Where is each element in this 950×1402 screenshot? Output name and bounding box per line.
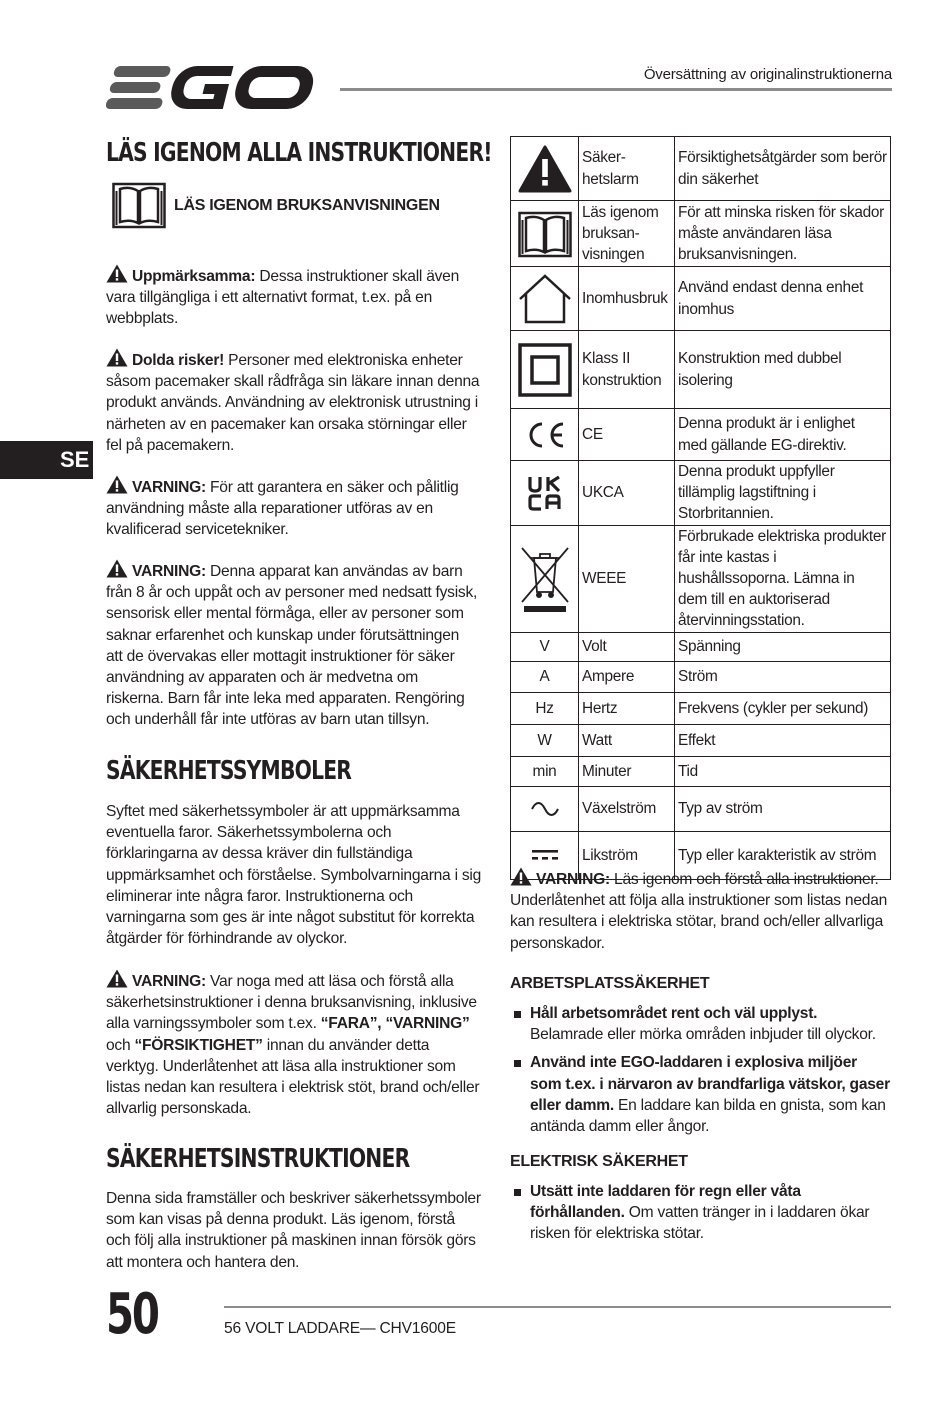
symbol-name: UKCA <box>579 461 675 526</box>
symbol-text: V <box>511 632 579 661</box>
paragraph-warning-read <box>106 969 482 1119</box>
warning-read-lead: VARNING: <box>132 973 206 990</box>
symbol-meaning: Typ eller karakteristik av ström <box>675 831 891 879</box>
symbol-cell <box>511 137 579 201</box>
warning-icon <box>106 969 128 988</box>
symbol-name: Hertz <box>579 692 675 724</box>
page-number: 50 <box>106 1282 158 1347</box>
symbol-name: Volt <box>579 632 675 661</box>
symbol-name: Inomhusbruk <box>579 267 675 331</box>
symbol-meaning: Typ av ström <box>675 786 891 831</box>
symbol-name: Watt <box>579 724 675 756</box>
symbol-name: WEEE <box>579 525 675 632</box>
table-row <box>511 137 891 201</box>
hidden-risks-lead: Dolda risker! <box>132 352 225 369</box>
table-row <box>511 632 891 661</box>
attention-body: Dessa instruktioner skall även vara tillgängliga i ett alternativt format, t.ex. på en webbplats. <box>106 268 460 328</box>
heading-safety-symbols: SÄKERHETSSYMBOLER <box>106 756 352 786</box>
symbol-meaning: Förbrukade elektriska produkter får inte kastas i hushållssoporna. Lämna in dem till en auktoriserad återvinningsstation. <box>675 525 891 632</box>
list-item <box>510 1181 890 1245</box>
list-item-bold: Utsätt inte laddaren för regn eller våta förhållanden. <box>530 1183 801 1222</box>
ce-mark-icon <box>523 421 567 449</box>
book-icon <box>112 181 166 229</box>
symbol-text: W <box>511 724 579 756</box>
symbol-cell <box>511 461 579 526</box>
paragraph-instructions: Denna sida framställer och beskriver säkerhetssymboler som kan visas på denna produkt. Läs igenom, förstå och följ alla instruktioner på maskinen innan försök görs att montera och hantera den. <box>106 1190 481 1271</box>
footer-product: 56 VOLT LADDARE— CHV1600E <box>224 1320 456 1337</box>
ukca-mark-icon <box>527 475 563 511</box>
workplace-list <box>510 1003 890 1144</box>
warning-read-text-c: och <box>106 1036 135 1054</box>
symbol-meaning: Ström <box>675 661 891 692</box>
symbol-name: Likström <box>579 831 675 879</box>
symbol-meaning: Använd endast denna enhet inomhus <box>675 267 891 331</box>
read-manual-label: LÄS IGENOM BRUKSANVISNINGEN <box>174 197 440 214</box>
warning-children-body: Denna apparat kan användas av barn från 8 år och uppåt och av personer med nedsatt fysisk, sensorisk eller mental förmåga, eller av personer som saknar erfarenhet och kunskap under förutsättningen att de övervakas eller mottagit instruktioner för säker användning av apparaten och är medvetna om riskerna. Barn får inte leka med apparaten. Rengöring och underhåll får inte utföras av barn utan tillsyn. <box>106 563 478 729</box>
header-title: Översättning av originalinstruktionerna <box>643 66 892 83</box>
warning-icon <box>106 348 128 367</box>
list-item-bold: Använd inte EGO-laddaren i explosiva miljöer som t.ex. i närvaron av brandfarliga vätskor, gaser eller damm. <box>530 1054 890 1114</box>
hidden-risks-body: Personer med elektroniska enheter såsom pacemaker skall rådfråga sin läkare innan denna produkt används. Användning av elektronisk utrustning i närheten av en pacemaker kan orsaka störningar eller fel på pacemakern. <box>106 352 480 454</box>
paragraph-warning-repairs <box>106 475 478 541</box>
symbols-table <box>510 136 891 880</box>
table-row <box>511 692 891 724</box>
table-row <box>511 756 891 786</box>
symbol-meaning: För att minska risken för skador måste användaren läsa bruksanvisningen. <box>675 201 891 267</box>
footer-rule <box>224 1306 891 1308</box>
warning-icon <box>106 559 128 578</box>
symbol-meaning: Frekvens (cykler per sekund) <box>675 692 891 724</box>
heading-workplace-safety: ARBETSPLATSSÄKERHET <box>510 975 710 992</box>
alternating-current-icon <box>530 801 560 817</box>
table-row <box>511 786 891 831</box>
symbol-cell <box>511 786 579 831</box>
list-item-body: Belamrade eller mörka områden inbjuder till olyckor. <box>530 1026 876 1044</box>
symbol-cell <box>511 201 579 267</box>
warning-children-lead: VARNING: <box>132 563 206 580</box>
house-icon <box>516 274 574 324</box>
warning-read-terms-a: “FARA”, “VARNING” <box>320 1015 470 1033</box>
header-rule <box>340 88 892 91</box>
heading-read-all: LÄS IGENOM ALLA INSTRUKTIONER! <box>106 138 492 168</box>
warning-repairs-body: För att garantera en säker och pålitlig användning måste alla reparationer utföras av en kvalificerad servicetekniker. <box>106 479 459 539</box>
symbol-text: A <box>511 661 579 692</box>
table-row <box>511 724 891 756</box>
paragraph-warning-right <box>510 867 890 954</box>
table-row <box>511 201 891 267</box>
heading-safety-instructions: SÄKERHETSINSTRUKTIONER <box>106 1144 410 1174</box>
warning-icon <box>106 264 128 283</box>
paragraph-warning-children <box>106 559 478 731</box>
table-row <box>511 661 891 692</box>
table-row <box>511 409 891 461</box>
direct-current-icon <box>531 849 559 861</box>
symbol-meaning: Effekt <box>675 724 891 756</box>
list-item-body: Om vatten tränger in i laddaren ökar risken för elektriska stötar. <box>530 1204 870 1243</box>
symbol-cell <box>511 409 579 461</box>
symbol-name: Minuter <box>579 756 675 786</box>
paragraph-symbols: Syftet med säkerhetssymboler är att uppmärksamma eventuella faror. Säkerhetssymbolerna och förklaringarna av dessa kräver din fullständiga uppmärksamhet och förståelse. Symbolvarningarna i sig eliminerar inte några faror. Instruktionerna och varningarna som ges är inte något substitut för korrekta åtgärder för förhindrande av olyckor. <box>106 803 482 948</box>
symbol-cell <box>511 267 579 331</box>
symbol-cell <box>511 331 579 409</box>
electrical-list <box>510 1181 890 1252</box>
symbol-name: Klass II konstruktion <box>579 331 675 409</box>
ego-logo <box>106 64 318 112</box>
heading-electrical-safety: ELEKTRISK SÄKERHET <box>510 1153 688 1170</box>
double-insulation-icon <box>518 343 572 397</box>
table-row <box>511 461 891 526</box>
warning-triangle-icon <box>518 145 572 193</box>
warning-icon <box>510 867 532 886</box>
attention-lead: Uppmärksamma: <box>132 268 256 285</box>
table-row <box>511 525 891 632</box>
list-item <box>510 1003 890 1045</box>
weee-bin-icon <box>520 544 570 614</box>
read-manual-icon <box>518 210 572 258</box>
symbol-name: Läs igenom bruksan- visningen <box>579 201 675 267</box>
language-tab: SE <box>0 441 93 479</box>
warning-read-terms-b: “FÖRSIKTIGHET” <box>134 1036 263 1054</box>
list-item-body: En laddare kan bilda en gnista, som kan antända damm eller ångor. <box>530 1096 886 1136</box>
symbol-text: Hz <box>511 692 579 724</box>
paragraph-hidden-risks <box>106 348 482 456</box>
warning-repairs-lead: VARNING: <box>132 479 206 496</box>
list-item-bold: Håll arbetsområdet rent och väl upplyst. <box>530 1005 818 1022</box>
symbol-meaning: Tid <box>675 756 891 786</box>
warning-read-text-a: Var noga med att läsa och förstå alla säkerhetsinstruktioner i denna bruksanvisning, inklusive alla varningssymboler som t.ex. <box>106 973 477 1033</box>
symbol-name: Växelström <box>579 786 675 831</box>
ego-logo-icon <box>106 64 318 112</box>
symbol-name: Säker- hetslarm <box>579 137 675 201</box>
symbol-name: CE <box>579 409 675 461</box>
symbol-meaning: Denna produkt är i enlighet med gällande EG-direktiv. <box>675 409 891 461</box>
warning-icon <box>106 475 128 494</box>
symbol-meaning: Försiktighetsåtgärder som berör din säkerhet <box>675 137 891 201</box>
read-manual-row <box>112 181 472 231</box>
symbol-meaning: Denna produkt uppfyller tillämplig lagstiftning i Storbritannien. <box>675 461 891 526</box>
paragraph-attention <box>106 264 478 330</box>
symbol-meaning: Spänning <box>675 632 891 661</box>
warning-read-text-e: innan du använder detta verktyg. Underlåtenhet att läsa alla instruktioner som listas nedan kan resultera i elektrisk stöt, brand och/eller allvarlig personskada. <box>106 1036 480 1118</box>
table-row <box>511 267 891 331</box>
symbol-meaning: Konstruktion med dubbel isolering <box>675 331 891 409</box>
warning-right-lead: VARNING: <box>536 871 610 888</box>
list-item <box>510 1052 890 1137</box>
symbol-text: min <box>511 756 579 786</box>
warning-right-body: Läs igenom och förstå alla instruktioner. Underlåtenhet att följa alla instruktioner som listas nedan kan resultera i elektriska stötar, brand och/eller allvarliga personskador. <box>510 871 888 952</box>
table-row <box>511 331 891 409</box>
symbol-cell <box>511 525 579 632</box>
symbol-name: Ampere <box>579 661 675 692</box>
